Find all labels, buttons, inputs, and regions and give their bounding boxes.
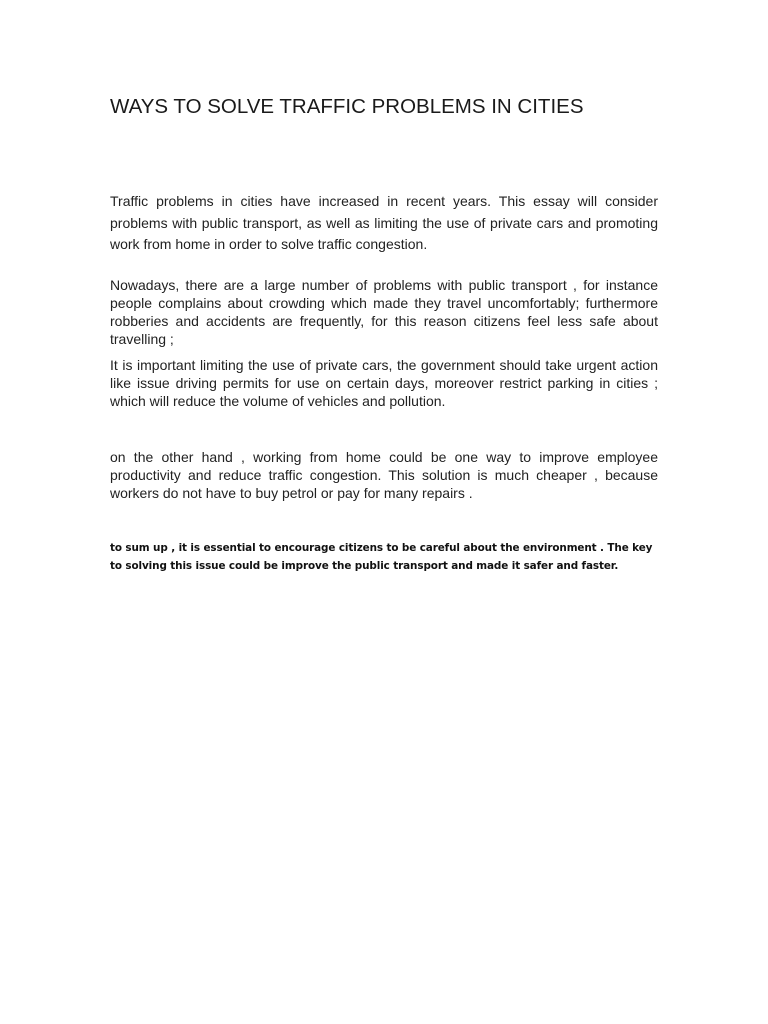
paragraph-work-from-home: on the other hand , working from home could be one way to improve employee productivity and reduce traffic congestion. This solution is much cheaper , because workers do not have to buy petrol or pay for many repairs .: [110, 449, 658, 501]
paragraph-conclusion: to sum up , it is essential to encourage citizens to be careful about the environment . The key to solving this issue could be improve the public transport and made it safer and faster.: [110, 542, 653, 572]
paragraph-public-transport: Nowadays, there are a large number of problems with public transport , for instance people complains about crowding which made they travel uncomfortably; furthermore robberies and accidents are frequently, for this reason citizens feel less safe about travelling ;: [110, 277, 658, 347]
essay-title: WAYS TO SOLVE TRAFFIC PROBLEMS IN CITIES: [110, 95, 584, 118]
paragraph-private-cars: It is important limiting the use of private cars, the government should take urgent action like issue driving permits for use on certain days, moreover restrict parking in cities ; which will reduce the volume of vehicles and pollution.: [110, 357, 658, 409]
paragraph-introduction: Traffic problems in cities have increased in recent years. This essay will consider problems with public transport, as well as limiting the use of private cars and promoting work from home in order to solve traffic congestion.: [110, 193, 658, 252]
